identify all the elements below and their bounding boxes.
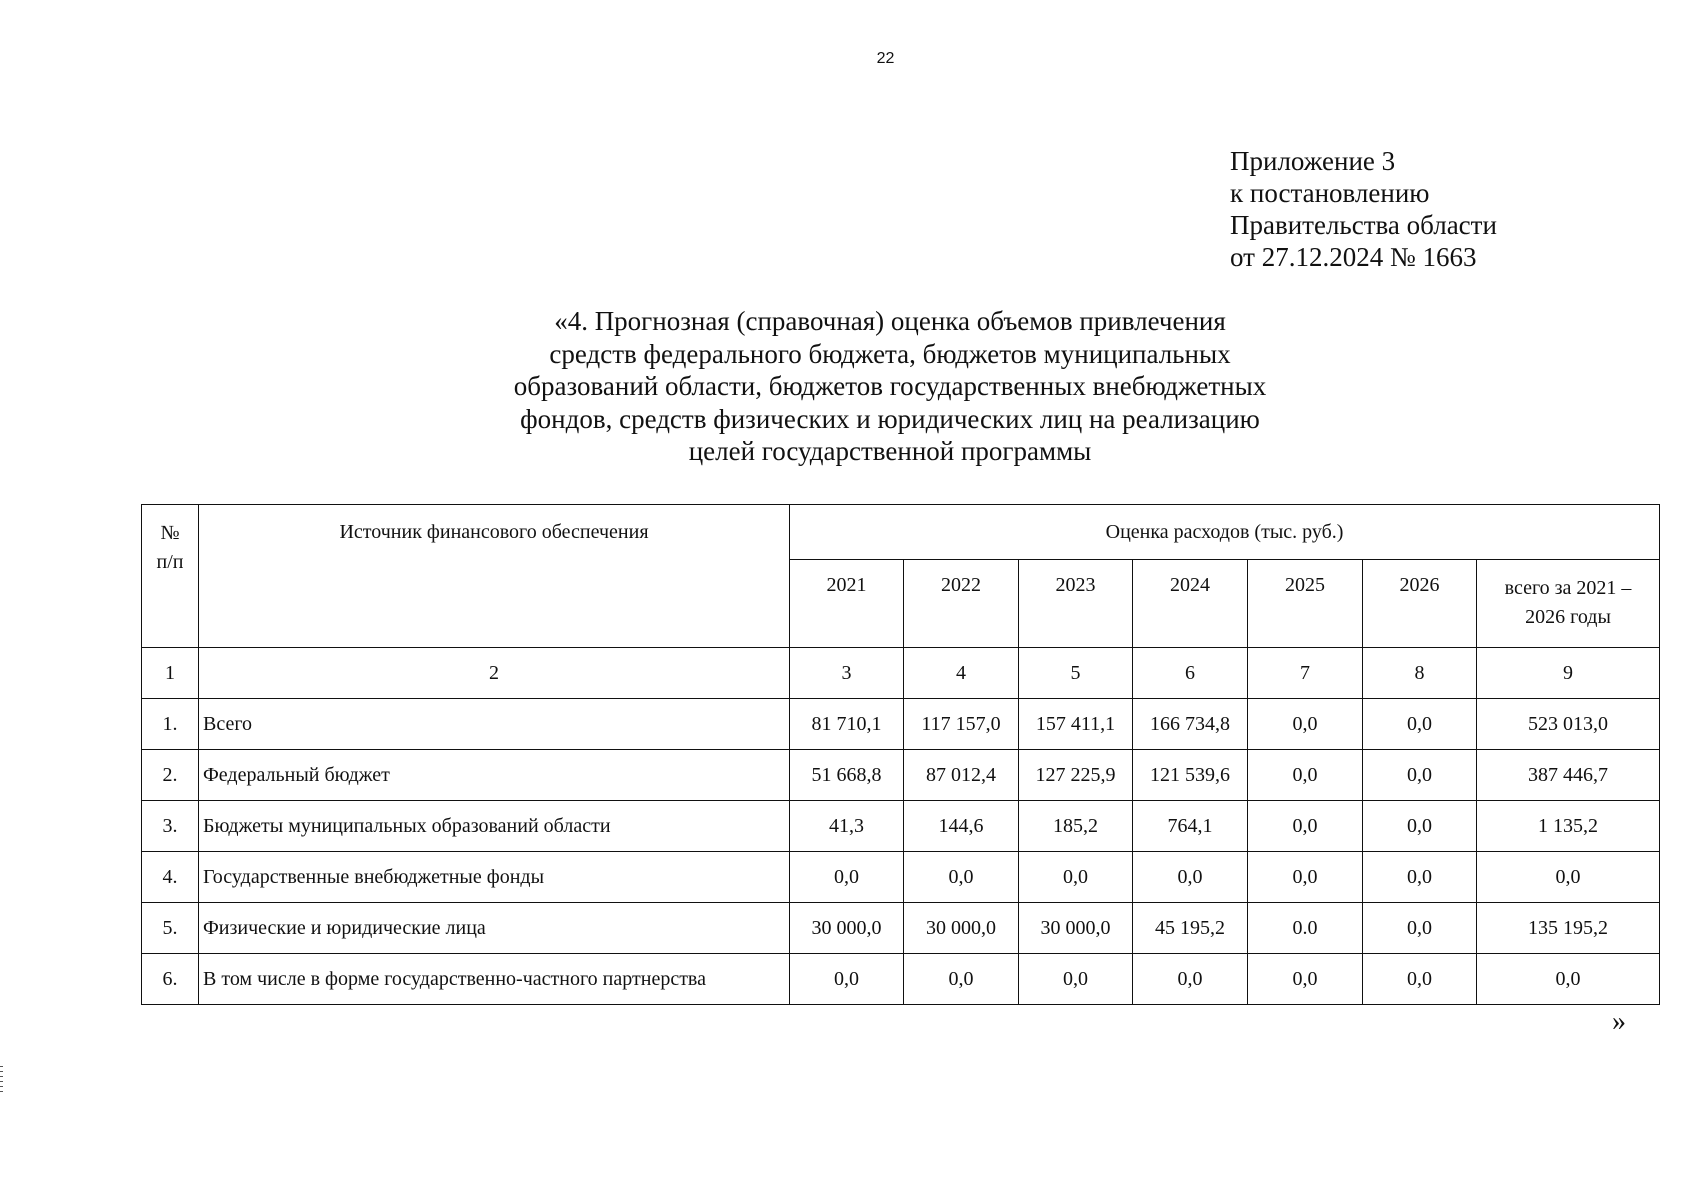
column-number: 3 <box>790 648 904 699</box>
row-num: 5. <box>142 903 199 954</box>
row-value: 0,0 <box>904 954 1019 1005</box>
table-row <box>142 699 1660 750</box>
row-total: 135 195,2 <box>1477 903 1660 954</box>
appendix-block <box>1230 145 1497 273</box>
row-value: 81 710,1 <box>790 699 904 750</box>
column-number: 6 <box>1133 648 1248 699</box>
row-value: 117 157,0 <box>904 699 1019 750</box>
row-value: 0,0 <box>1248 801 1363 852</box>
table-row <box>142 852 1660 903</box>
header-year: 2021 <box>790 560 904 648</box>
row-value: 30 000,0 <box>1019 903 1133 954</box>
row-total: 387 446,7 <box>1477 750 1660 801</box>
row-num: 3. <box>142 801 199 852</box>
column-number-row <box>142 648 1660 699</box>
row-value: 764,1 <box>1133 801 1248 852</box>
row-value: 121 539,6 <box>1133 750 1248 801</box>
header-year: 2026 <box>1363 560 1477 648</box>
row-value: 87 012,4 <box>904 750 1019 801</box>
row-value: 0,0 <box>1363 699 1477 750</box>
column-number: 2 <box>199 648 790 699</box>
row-total: 0,0 <box>1477 954 1660 1005</box>
table-row <box>142 750 1660 801</box>
row-value: 127 225,9 <box>1019 750 1133 801</box>
row-value: 185,2 <box>1019 801 1133 852</box>
row-source: Государственные внебюджетные фонды <box>199 852 790 903</box>
page-number: 22 <box>876 50 895 67</box>
row-num: 6. <box>142 954 199 1005</box>
header-source: Источник финансового обеспечения <box>199 505 790 648</box>
row-value: 0,0 <box>1363 954 1477 1005</box>
column-number: 4 <box>904 648 1019 699</box>
header-expenses: Оценка расходов (тыс. руб.) <box>790 505 1660 560</box>
row-total: 1 135,2 <box>1477 801 1660 852</box>
row-num: 4. <box>142 852 199 903</box>
row-source: Всего <box>199 699 790 750</box>
row-value: 0,0 <box>1133 852 1248 903</box>
appendix-line: к постановлению <box>1230 178 1430 208</box>
header-year: 2022 <box>904 560 1019 648</box>
document-title <box>440 305 1340 468</box>
row-total: 0,0 <box>1477 852 1660 903</box>
column-number: 5 <box>1019 648 1133 699</box>
column-number: 1 <box>142 648 199 699</box>
table-row <box>142 903 1660 954</box>
row-value: 0,0 <box>1019 852 1133 903</box>
row-value: 30 000,0 <box>904 903 1019 954</box>
row-source: Физические и юридические лица <box>199 903 790 954</box>
title-line: фондов, средств физических и юридических лиц на реализацию <box>520 403 1260 434</box>
row-num: 1. <box>142 699 199 750</box>
row-value: 0,0 <box>1248 750 1363 801</box>
header-year: 2024 <box>1133 560 1248 648</box>
header-year: 2025 <box>1248 560 1363 648</box>
row-value: 0,0 <box>1248 699 1363 750</box>
table-row <box>142 801 1660 852</box>
row-value: 157 411,1 <box>1019 699 1133 750</box>
row-value: 0,0 <box>1363 801 1477 852</box>
title-line: целей государственной программы <box>688 436 1092 466</box>
row-value: 0,0 <box>1248 852 1363 903</box>
row-value: 166 734,8 <box>1133 699 1248 750</box>
column-number: 9 <box>1477 648 1660 699</box>
row-value: 0,0 <box>1133 954 1248 1005</box>
table-row <box>142 954 1660 1005</box>
header-total: всего за 2021 – 2026 годы <box>1477 560 1660 648</box>
title-line: средств федерального бюджета, бюджетов муниципальных <box>549 338 1231 369</box>
row-source: В том числе в форме государственно-частного партнерства <box>199 954 790 1005</box>
row-value: 0,0 <box>904 852 1019 903</box>
scan-margin-marks <box>0 1066 4 1096</box>
row-value: 0,0 <box>1363 852 1477 903</box>
financing-table <box>141 504 1660 1005</box>
row-value: 0.0 <box>1248 903 1363 954</box>
column-number: 8 <box>1363 648 1477 699</box>
title-line: «4. Прогнозная (справочная) оценка объемов привлечения <box>554 306 1226 336</box>
row-value: 0,0 <box>790 852 904 903</box>
row-num: 2. <box>142 750 199 801</box>
header-num: № п/п <box>142 505 199 648</box>
title-line: образований области, бюджетов государственных внебюджетных <box>513 371 1267 401</box>
row-value: 0,0 <box>1363 750 1477 801</box>
row-source: Бюджеты муниципальных образований области <box>199 801 790 852</box>
row-value: 0,0 <box>1248 954 1363 1005</box>
row-value: 30 000,0 <box>790 903 904 954</box>
row-value: 0,0 <box>790 954 904 1005</box>
row-value: 51 668,8 <box>790 750 904 801</box>
appendix-line: Правительства области <box>1230 210 1497 240</box>
row-source: Федеральный бюджет <box>199 750 790 801</box>
appendix-line: от 27.12.2024 № 1663 <box>1230 242 1477 272</box>
row-value: 0,0 <box>1019 954 1133 1005</box>
row-value: 0,0 <box>1363 903 1477 954</box>
row-value: 45 195,2 <box>1133 903 1248 954</box>
closing-quote: » <box>1612 1006 1626 1037</box>
column-number: 7 <box>1248 648 1363 699</box>
row-value: 41,3 <box>790 801 904 852</box>
row-value: 144,6 <box>904 801 1019 852</box>
appendix-line: Приложение 3 <box>1230 146 1396 176</box>
row-total: 523 013,0 <box>1477 699 1660 750</box>
header-year: 2023 <box>1019 560 1133 648</box>
